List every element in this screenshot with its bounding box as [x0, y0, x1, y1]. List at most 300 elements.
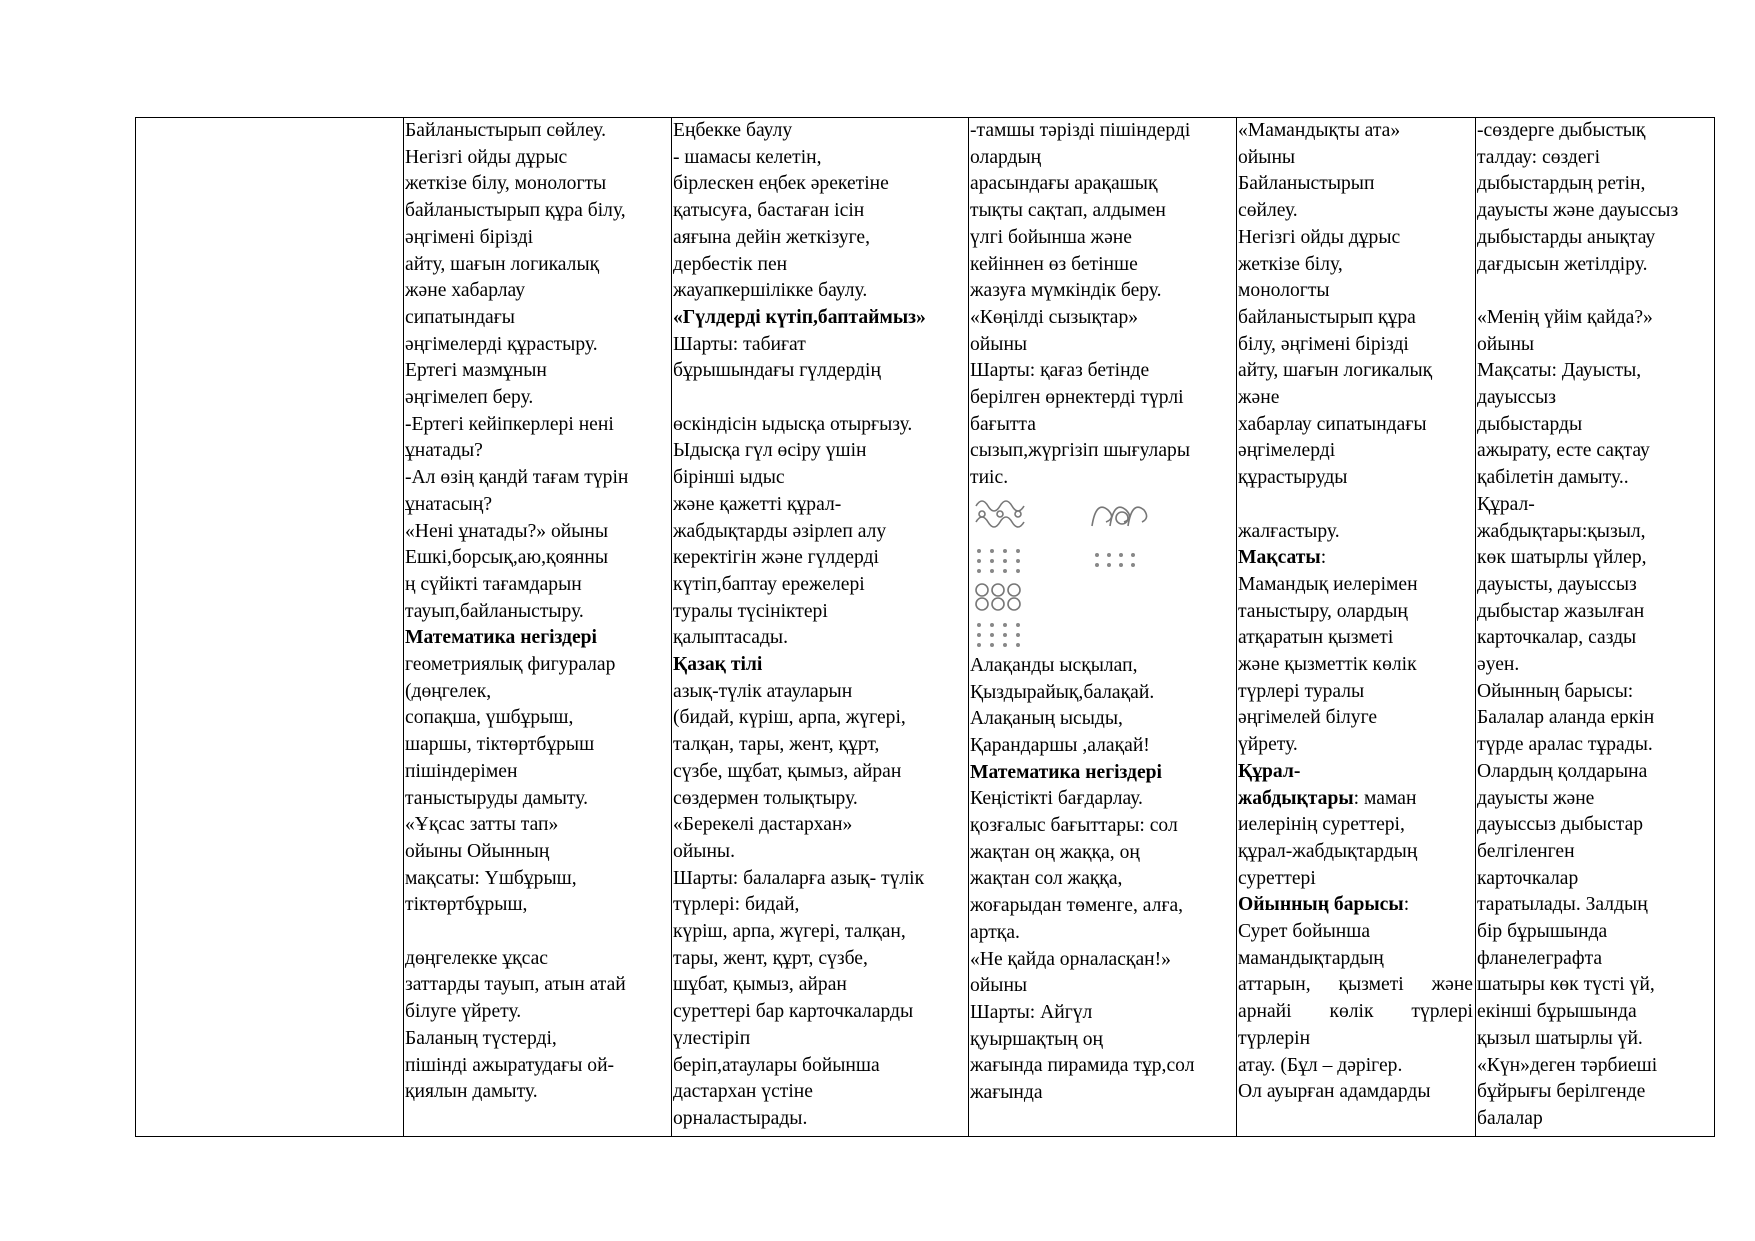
line-text: үлгі бойынша және: [970, 226, 1132, 248]
line-text: заттарды тауып, атын атай: [405, 974, 626, 996]
text-line: [970, 1000, 1236, 1027]
text-line: [970, 973, 1236, 1000]
text-line: [405, 305, 671, 332]
line-text: ойыны: [1477, 333, 1535, 355]
text-line: [970, 465, 1236, 492]
line-text: Қазақ тілі: [673, 654, 763, 676]
text-line: [1238, 599, 1475, 626]
line-text: күтіп,баптау ережелері: [673, 573, 865, 595]
text-line: [1477, 972, 1714, 999]
line-text: Шарты: балаларға азық- түлік: [673, 867, 925, 889]
line-text: қатысуға, бастаған ісін: [673, 200, 865, 222]
dot-grid-pattern-icon: [974, 546, 1026, 576]
line-text: орналастырады.: [673, 1108, 808, 1129]
table-row: [136, 118, 1715, 1137]
line-text: талдау: сөздегі: [1477, 146, 1601, 168]
line-text: сызып,жүргізіп шығулары: [970, 440, 1190, 462]
text-line: [673, 358, 968, 385]
text-line: [405, 145, 671, 172]
text-line: [673, 252, 968, 279]
loop-pattern-icon: [972, 494, 1028, 534]
text-line: [1238, 652, 1475, 679]
line-text: ойыны.: [673, 840, 735, 862]
line-text: білуге үйрету.: [405, 1001, 522, 1023]
bold-text-line: [1238, 892, 1475, 919]
line-text: түрлері туралы: [1238, 680, 1365, 702]
line-text: жақтан оң жаққа, оң: [970, 841, 1140, 863]
line-text: дауыссыз: [1477, 387, 1556, 409]
line-text: Негізгі ойды дұрыс: [1238, 226, 1401, 248]
blank-line: [405, 919, 671, 946]
line-text: Алақаның ысыды,: [970, 708, 1123, 730]
text-line: [970, 947, 1236, 974]
line-text-rest: :: [1320, 547, 1327, 569]
text-line: [405, 412, 671, 439]
line-text: суреттері: [1238, 867, 1316, 889]
line-text: артқа.: [970, 921, 1020, 943]
line-text: иелерінің суреттері,: [1238, 814, 1405, 836]
text-line: [1238, 198, 1475, 225]
line-text: түрлері: бидай,: [673, 894, 800, 916]
line-text: Сурет бойынша: [1238, 921, 1371, 943]
line-text: хабарлау сипатындағы: [1238, 413, 1427, 435]
line-text: жағында: [970, 1082, 1043, 1104]
line-text: сөйлеу.: [1238, 200, 1298, 222]
loop-pattern-icon: [972, 580, 1028, 614]
text-line: [1477, 705, 1714, 732]
line-text: «Көңілді сызықтар»: [970, 306, 1139, 328]
line-text: ойыны: [970, 333, 1028, 355]
text-line: [1477, 198, 1714, 225]
cell-speech-math: [404, 118, 672, 1137]
text-line: [1238, 171, 1475, 198]
text-line: [673, 705, 968, 732]
line-text: дөңгелекке ұқсас: [405, 947, 548, 969]
text-line: [1477, 1053, 1714, 1080]
text-line: [673, 545, 968, 572]
text-line: [970, 252, 1236, 279]
text-line: [673, 946, 968, 973]
text-line: [1238, 839, 1475, 866]
line-text: қуыршақтың оң: [970, 1028, 1103, 1050]
line-text: Ойынның барысы:: [1477, 680, 1634, 702]
bold-text-line: [1238, 786, 1475, 813]
line-text: ойыны Ойынның: [405, 840, 550, 862]
bold-text-line: [1238, 545, 1475, 572]
line-text: -тамшы тәрізді пішіндерді: [970, 120, 1191, 141]
text-line: [673, 786, 968, 813]
line-text: Математика негіздері: [405, 627, 598, 649]
text-line: [1238, 625, 1475, 652]
line-text: таныстыру, олардың: [1238, 600, 1408, 622]
text-line: [673, 145, 968, 172]
line-text: сопақша, үшбұрыш,: [405, 707, 574, 729]
line-text: әңгімені бірізді: [405, 226, 534, 248]
line-text: әңгімелеп беру.: [405, 387, 534, 409]
line-text: Ойынның барысы: [1238, 894, 1404, 916]
text-line: [1477, 225, 1714, 252]
line-text: Ертегі мазмұнын: [405, 360, 547, 382]
bold-text-line: [673, 305, 968, 332]
line-text: Еңбекке баулу: [673, 120, 793, 141]
line-text-rest: : маман: [1353, 787, 1417, 809]
line-text: және хабарлау: [405, 280, 526, 302]
line-text: күріш, арпа, жүгері, талқан,: [673, 921, 906, 943]
text-line: [673, 225, 968, 252]
text-line: [405, 572, 671, 599]
text-line: [1477, 892, 1714, 919]
text-line: [405, 812, 671, 839]
text-line: [970, 305, 1236, 332]
line-text: шаршы, тіктөртбұрыш: [405, 734, 595, 756]
line-text-rest: :: [1403, 894, 1410, 916]
cell-labor-kazakh: [672, 118, 969, 1137]
line-text: арасындағы арақашық: [970, 173, 1158, 195]
line-text: «Күн»деген тәрбиеші: [1477, 1054, 1658, 1076]
text-line: [1477, 759, 1714, 786]
line-text: жеткізе білу, монологты: [405, 173, 607, 195]
curl-pattern-icon: [1088, 496, 1150, 536]
blank-line: [1238, 492, 1475, 519]
text-line: [1477, 412, 1714, 439]
line-text: Ешкі,борсық,аю,қоянны: [405, 547, 609, 569]
text-line: [673, 1079, 968, 1106]
line-text: Кеңістікті бағдарлау.: [970, 788, 1143, 810]
line-text: карточкалар, сазды: [1477, 627, 1637, 649]
line-text: «Гүлдерді күтіп,баптаймыз»: [673, 306, 926, 328]
line-text: Алақанды ысқылап,: [970, 654, 1138, 676]
text-line: [405, 892, 671, 919]
dot-grid-pattern-icon: [1092, 550, 1142, 570]
line-text: фланелеграфта: [1477, 947, 1603, 969]
text-line: [673, 519, 968, 546]
text-line: [970, 893, 1236, 920]
line-text: бірлескен еңбек әрекетіне: [673, 173, 889, 195]
line-text: азық-түлік атауларын: [673, 680, 853, 702]
text-line: [970, 145, 1236, 172]
text-line: [1238, 519, 1475, 546]
line-text: пішінді ажыратудағы ой-: [405, 1054, 615, 1076]
text-line: [405, 171, 671, 198]
line-text: аттарын, қызметі және: [1238, 974, 1473, 996]
text-line: [1477, 305, 1714, 332]
line-text: суреттері бар карточкаларды: [673, 1001, 914, 1023]
line-text: үлестіріп: [673, 1027, 751, 1049]
line-text: таныстыруды дамыту.: [405, 787, 588, 809]
text-line: [673, 839, 968, 866]
text-line: [673, 599, 968, 626]
line-text: атау. (Бұл – дәрігер.: [1238, 1054, 1403, 1076]
text-line: [673, 759, 968, 786]
line-text: үйрету.: [1238, 734, 1298, 756]
line-text: шатыры көк түсті үй,: [1477, 974, 1655, 996]
line-text: беріп,атаулары бойынша: [673, 1054, 880, 1076]
text-line: [1477, 465, 1714, 492]
text-line: [970, 706, 1236, 733]
text-line: [1238, 919, 1475, 946]
line-text: Мақсаты: [1238, 547, 1321, 569]
text-line: [1238, 385, 1475, 412]
line-text: Негізгі ойды дұрыс: [405, 146, 568, 168]
text-line: [673, 625, 968, 652]
text-line: [405, 679, 671, 706]
line-text: ажырату, есте сақтау: [1477, 440, 1650, 462]
text-line: [970, 118, 1236, 145]
line-text: «Нені ұнатады?» ойыны: [405, 520, 609, 542]
line-text: дауыссыз дыбыстар: [1477, 814, 1644, 836]
text-line: [405, 946, 671, 973]
line-text: тіктөртбұрыш,: [405, 894, 528, 916]
text-line: [405, 599, 671, 626]
line-text: жалғастыру.: [1238, 520, 1340, 542]
line-text: түрде аралас тұрады.: [1477, 734, 1653, 756]
line-text: Мақсаты: Дауысты,: [1477, 360, 1642, 382]
line-text: және қызметтік көлік: [1238, 654, 1417, 676]
text-line: [1238, 465, 1475, 492]
line-text: белгіленген: [1477, 840, 1575, 862]
text-line: [673, 438, 968, 465]
text-line: [673, 171, 968, 198]
cell-drawing-math: [969, 118, 1237, 1137]
text-line: [1477, 572, 1714, 599]
line-text: бір бұрышында: [1477, 921, 1608, 943]
line-text: ұнатады?: [405, 440, 483, 462]
line-text: аяғына дейін жеткізуге,: [673, 226, 870, 248]
bold-text-line: [970, 760, 1236, 787]
line-text: Мамандық иелерімен: [1238, 573, 1418, 595]
line-text: жабдықтарды әзірлеп алу: [673, 520, 887, 542]
text-line: [405, 225, 671, 252]
text-line: [1477, 438, 1714, 465]
text-line: [673, 1026, 968, 1053]
text-line: [1238, 812, 1475, 839]
line-text: білу, әңгімені бірізді: [1238, 333, 1409, 355]
text-line: [1477, 332, 1714, 359]
text-line: [1238, 305, 1475, 332]
cell-text-bottom: [970, 653, 1236, 1107]
text-line: [673, 866, 968, 893]
text-line: [1238, 145, 1475, 172]
text-line: [970, 1027, 1236, 1054]
cell-text-top: [970, 118, 1236, 492]
text-line: [673, 332, 968, 359]
text-line: [1238, 732, 1475, 759]
line-text: және: [1238, 387, 1280, 409]
text-line: [405, 198, 671, 225]
line-text: Олардың қолдарына: [1477, 760, 1648, 782]
line-text: қозғалыс бағыттары: сол: [970, 815, 1178, 837]
text-line: [1238, 412, 1475, 439]
text-line: [405, 545, 671, 572]
bold-text-line: [405, 625, 671, 652]
line-text: жазуға мүмкіндік беру.: [970, 280, 1162, 302]
text-line: [1477, 385, 1714, 412]
text-line: [1238, 332, 1475, 359]
line-text: құрал-жабдықтардың: [1238, 840, 1418, 862]
line-text: Құрал-: [1477, 493, 1535, 515]
bold-text-line: [1238, 759, 1475, 786]
text-line: [405, 759, 671, 786]
line-text: сипатындағы: [405, 306, 515, 328]
text-line: [1477, 839, 1714, 866]
text-line: [1238, 999, 1475, 1026]
text-line: [970, 866, 1236, 893]
text-line: [1238, 705, 1475, 732]
text-line: [673, 198, 968, 225]
line-text: арнайі көлік түрлері: [1238, 1001, 1473, 1023]
line-text: айту, шағын логикалық: [405, 253, 600, 275]
line-text: жеткізе білу,: [1238, 253, 1343, 275]
text-line: [673, 919, 968, 946]
text-line: [673, 999, 968, 1026]
line-text: Қарандаршы ,алақай!: [970, 734, 1150, 756]
text-line: [405, 786, 671, 813]
text-line: [1238, 438, 1475, 465]
line-text: жоғарыдан төменге, алға,: [970, 895, 1184, 917]
line-text: қалыптасады.: [673, 627, 788, 649]
text-line: [1238, 252, 1475, 279]
line-text: әңгімелерді: [1238, 440, 1336, 462]
line-text: «Мамандықты ата»: [1238, 120, 1401, 141]
line-text: қызыл шатырлы үй.: [1477, 1027, 1643, 1049]
text-line: [1477, 786, 1714, 813]
line-text: дербестік пен: [673, 253, 788, 275]
text-line: [405, 1026, 671, 1053]
text-line: [970, 385, 1236, 412]
text-line: [405, 999, 671, 1026]
text-line: [1477, 866, 1714, 893]
text-line: [405, 705, 671, 732]
line-text: Байланыстырып сөйлеу.: [405, 120, 607, 141]
text-line: [405, 1053, 671, 1080]
text-line: [673, 1106, 968, 1133]
text-line: [673, 278, 968, 305]
line-text: ойыны: [970, 975, 1028, 997]
text-line: [1238, 1026, 1475, 1053]
text-line: [1238, 278, 1475, 305]
line-text: жауапкершілікке баулу.: [673, 280, 868, 302]
text-line: [970, 733, 1236, 760]
line-text: сүзбе, шұбат, қымыз, айран: [673, 760, 902, 782]
text-line: [1238, 946, 1475, 973]
line-text: жабдықтары:қызыл,: [1477, 520, 1646, 542]
line-text: ойыны: [1238, 146, 1296, 168]
text-line: [1238, 572, 1475, 599]
blank-line: [673, 385, 968, 412]
line-text: таратылады. Залдың: [1477, 894, 1648, 916]
text-line: [673, 1053, 968, 1080]
text-line: [970, 332, 1236, 359]
line-text: байланыстырып құра: [1238, 306, 1416, 328]
line-text: берілген өрнектерді түрлі: [970, 387, 1184, 409]
text-line: [405, 385, 671, 412]
line-text: өскіндісін ыдысқа отырғызу.: [673, 413, 913, 435]
text-line: [673, 492, 968, 519]
line-text: -Ал өзің қандй тағам түрін: [405, 467, 629, 489]
text-line: [1477, 1079, 1714, 1106]
text-line: [1238, 1079, 1475, 1106]
text-line: [673, 465, 968, 492]
text-line: [1477, 732, 1714, 759]
line-text: дауысты, дауыссыз: [1477, 573, 1637, 595]
text-line: [1477, 1026, 1714, 1053]
text-line: [405, 438, 671, 465]
line-text: «Менің үйім қайда?»: [1477, 306, 1653, 328]
text-line: [970, 225, 1236, 252]
text-line: [1477, 946, 1714, 973]
line-text: ң сүйікті тағамдарын: [405, 573, 582, 595]
text-line: [673, 812, 968, 839]
line-text: «Берекелі дастархан»: [673, 814, 853, 836]
line-text: тауып,байланыстыру.: [405, 600, 584, 622]
line-text: жабдықтары: [1238, 787, 1354, 809]
text-line: [673, 892, 968, 919]
line-text: атқаратын қызметі: [1238, 627, 1394, 649]
text-line: [970, 840, 1236, 867]
text-line: [1477, 599, 1714, 626]
line-text: және қажетті құрал-: [673, 493, 842, 515]
line-text: айту, шағын логикалық: [1238, 360, 1433, 382]
line-text: дауысты және: [1477, 787, 1595, 809]
line-text: қиялын дамыту.: [405, 1081, 538, 1103]
line-text: дастархан үстіне: [673, 1081, 813, 1103]
text-line: [1477, 145, 1714, 172]
text-line: [673, 118, 968, 145]
line-text: Ол ауырған адамдарды: [1238, 1081, 1431, 1103]
text-line: [405, 652, 671, 679]
text-line: [970, 278, 1236, 305]
line-text: туралы түсініктері: [673, 600, 828, 622]
text-line: [405, 118, 671, 145]
line-text: екінші бұрышында: [1477, 1001, 1637, 1023]
line-text: дағдысын жетілдіру.: [1477, 253, 1648, 275]
line-text: әңгімелерді құрастыру.: [405, 333, 598, 355]
text-line: [1477, 171, 1714, 198]
text-line: [1238, 866, 1475, 893]
dot-grid-pattern-icon: [974, 620, 1026, 650]
text-line: [405, 278, 671, 305]
text-line: [405, 866, 671, 893]
line-text: дыбыстардың ретін,: [1477, 173, 1646, 195]
line-text: - шамасы келетін,: [673, 146, 822, 168]
line-text: Құрал-: [1238, 760, 1301, 782]
line-text: бағытта: [970, 413, 1036, 435]
line-text: шұбат, қымыз, айран: [673, 974, 847, 996]
text-line: [970, 171, 1236, 198]
line-text: түрлерін: [1238, 1027, 1311, 1049]
line-text: талқан, тары, жент, құрт,: [673, 734, 880, 756]
line-text: карточкалар: [1477, 867, 1579, 889]
text-line: [1238, 225, 1475, 252]
text-line: [673, 572, 968, 599]
line-text: Ыдысқа гүл өсіру үшін: [673, 440, 867, 462]
text-line: [970, 358, 1236, 385]
text-line: [1477, 1106, 1714, 1133]
text-line: [1238, 679, 1475, 706]
text-line: [970, 412, 1236, 439]
text-line: [1477, 679, 1714, 706]
text-line: [1477, 118, 1714, 145]
text-line: [405, 519, 671, 546]
text-line: [970, 920, 1236, 947]
line-text: дыбыстар жазылған: [1477, 600, 1645, 622]
text-line: [1477, 252, 1714, 279]
line-text: бұрышындағы гүлдердің: [673, 360, 881, 382]
text-line: [405, 839, 671, 866]
text-line: [1238, 1053, 1475, 1080]
line-text: олардың: [970, 146, 1042, 168]
line-text: құрастыруды: [1238, 467, 1348, 489]
